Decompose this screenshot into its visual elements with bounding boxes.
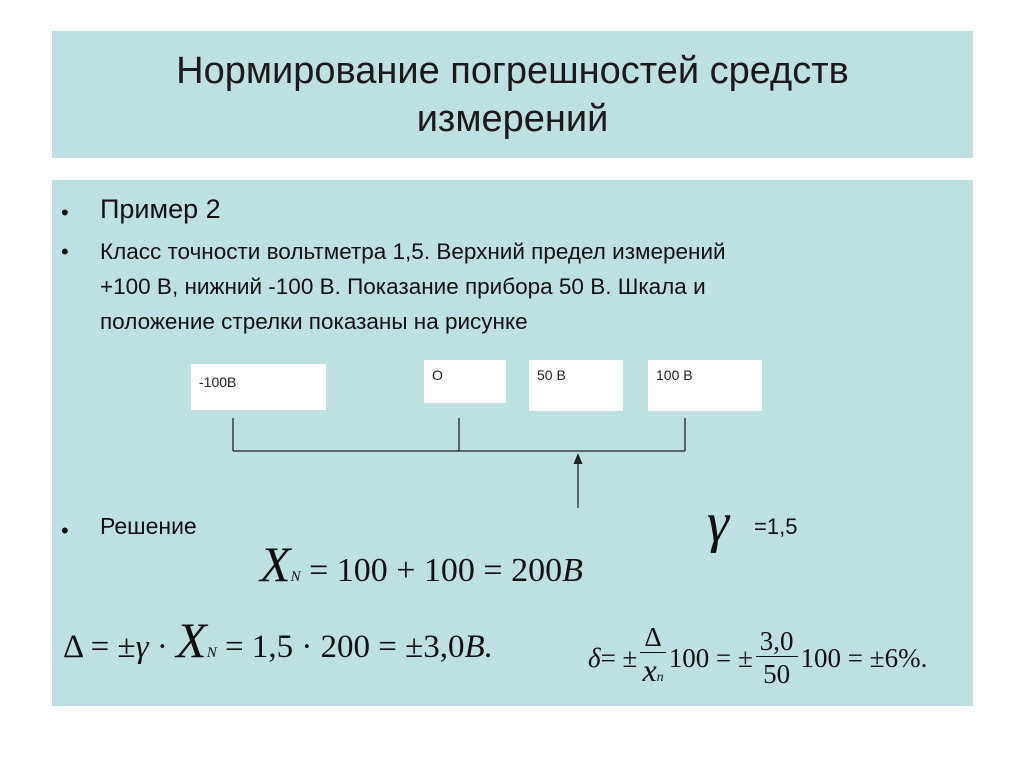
scale-label-minus-100: -100В: [191, 364, 326, 410]
rel-delta: δ: [588, 643, 601, 673]
abs-unit: B.: [464, 629, 493, 665]
xn-subscript: N: [290, 569, 301, 585]
rel-frac1-den-symbol: x: [642, 652, 657, 688]
bullet-marker: •: [61, 200, 69, 225]
rel-frac2-numerator: 3,0: [756, 626, 798, 657]
xn-symbol: X: [260, 536, 291, 592]
pointer-arrow-head: [574, 453, 583, 464]
scale-label-100: 100 В: [648, 360, 762, 411]
example-heading: Пример 2: [100, 194, 221, 224]
abs-expression: = 1,5 · 200 = ±3,0: [216, 629, 465, 665]
abs-x-subscript: N: [206, 645, 217, 661]
abs-gamma: γ: [135, 629, 149, 665]
bullet-marker: •: [61, 239, 69, 264]
relative-error-formula: [588, 622, 927, 695]
rel-frac1-denominator: [642, 653, 663, 695]
xn-unit: B: [562, 552, 583, 589]
solution-heading: Решение: [100, 513, 197, 539]
gamma-value: =1,5: [754, 514, 798, 539]
rel-tail: 100 = ±6%.: [800, 643, 928, 673]
rel-frac1-den-sub: n: [656, 670, 664, 685]
absolute-error-formula: [63, 611, 493, 669]
problem-line-3: положение стрелки показаны на рисунке: [100, 309, 528, 334]
slide-title-line-1: Нормирование погрешностей средств: [176, 49, 849, 92]
rel-eq1: = ±: [600, 643, 638, 673]
scale-label-zero: О: [424, 360, 506, 403]
xn-expression: = 100 + 100 = 200: [300, 552, 563, 589]
gamma-symbol: γ: [707, 492, 730, 554]
slide-title-line-2: измерений: [416, 97, 609, 140]
rel-frac2-denominator: 50: [763, 659, 791, 689]
problem-line-1: Класс точности вольтметра 1,5. Верхний предел измерений: [100, 239, 726, 264]
abs-x-symbol: X: [176, 612, 207, 668]
rel-fraction-2: [756, 626, 798, 691]
bullet-marker: •: [61, 518, 69, 543]
problem-line-2: +100 В, нижний -100 В. Показание прибора 50 В. Шкала и: [100, 274, 706, 299]
rel-mid: 100 = ±: [668, 643, 753, 673]
normalizing-value-formula: [260, 535, 583, 593]
rel-fraction-1: [640, 622, 665, 695]
abs-lhs: Δ = ±: [63, 629, 136, 665]
abs-dot: ·: [148, 629, 177, 665]
rel-frac1-numerator: Δ: [640, 622, 665, 653]
scale-label-50: 50 В: [529, 360, 623, 411]
